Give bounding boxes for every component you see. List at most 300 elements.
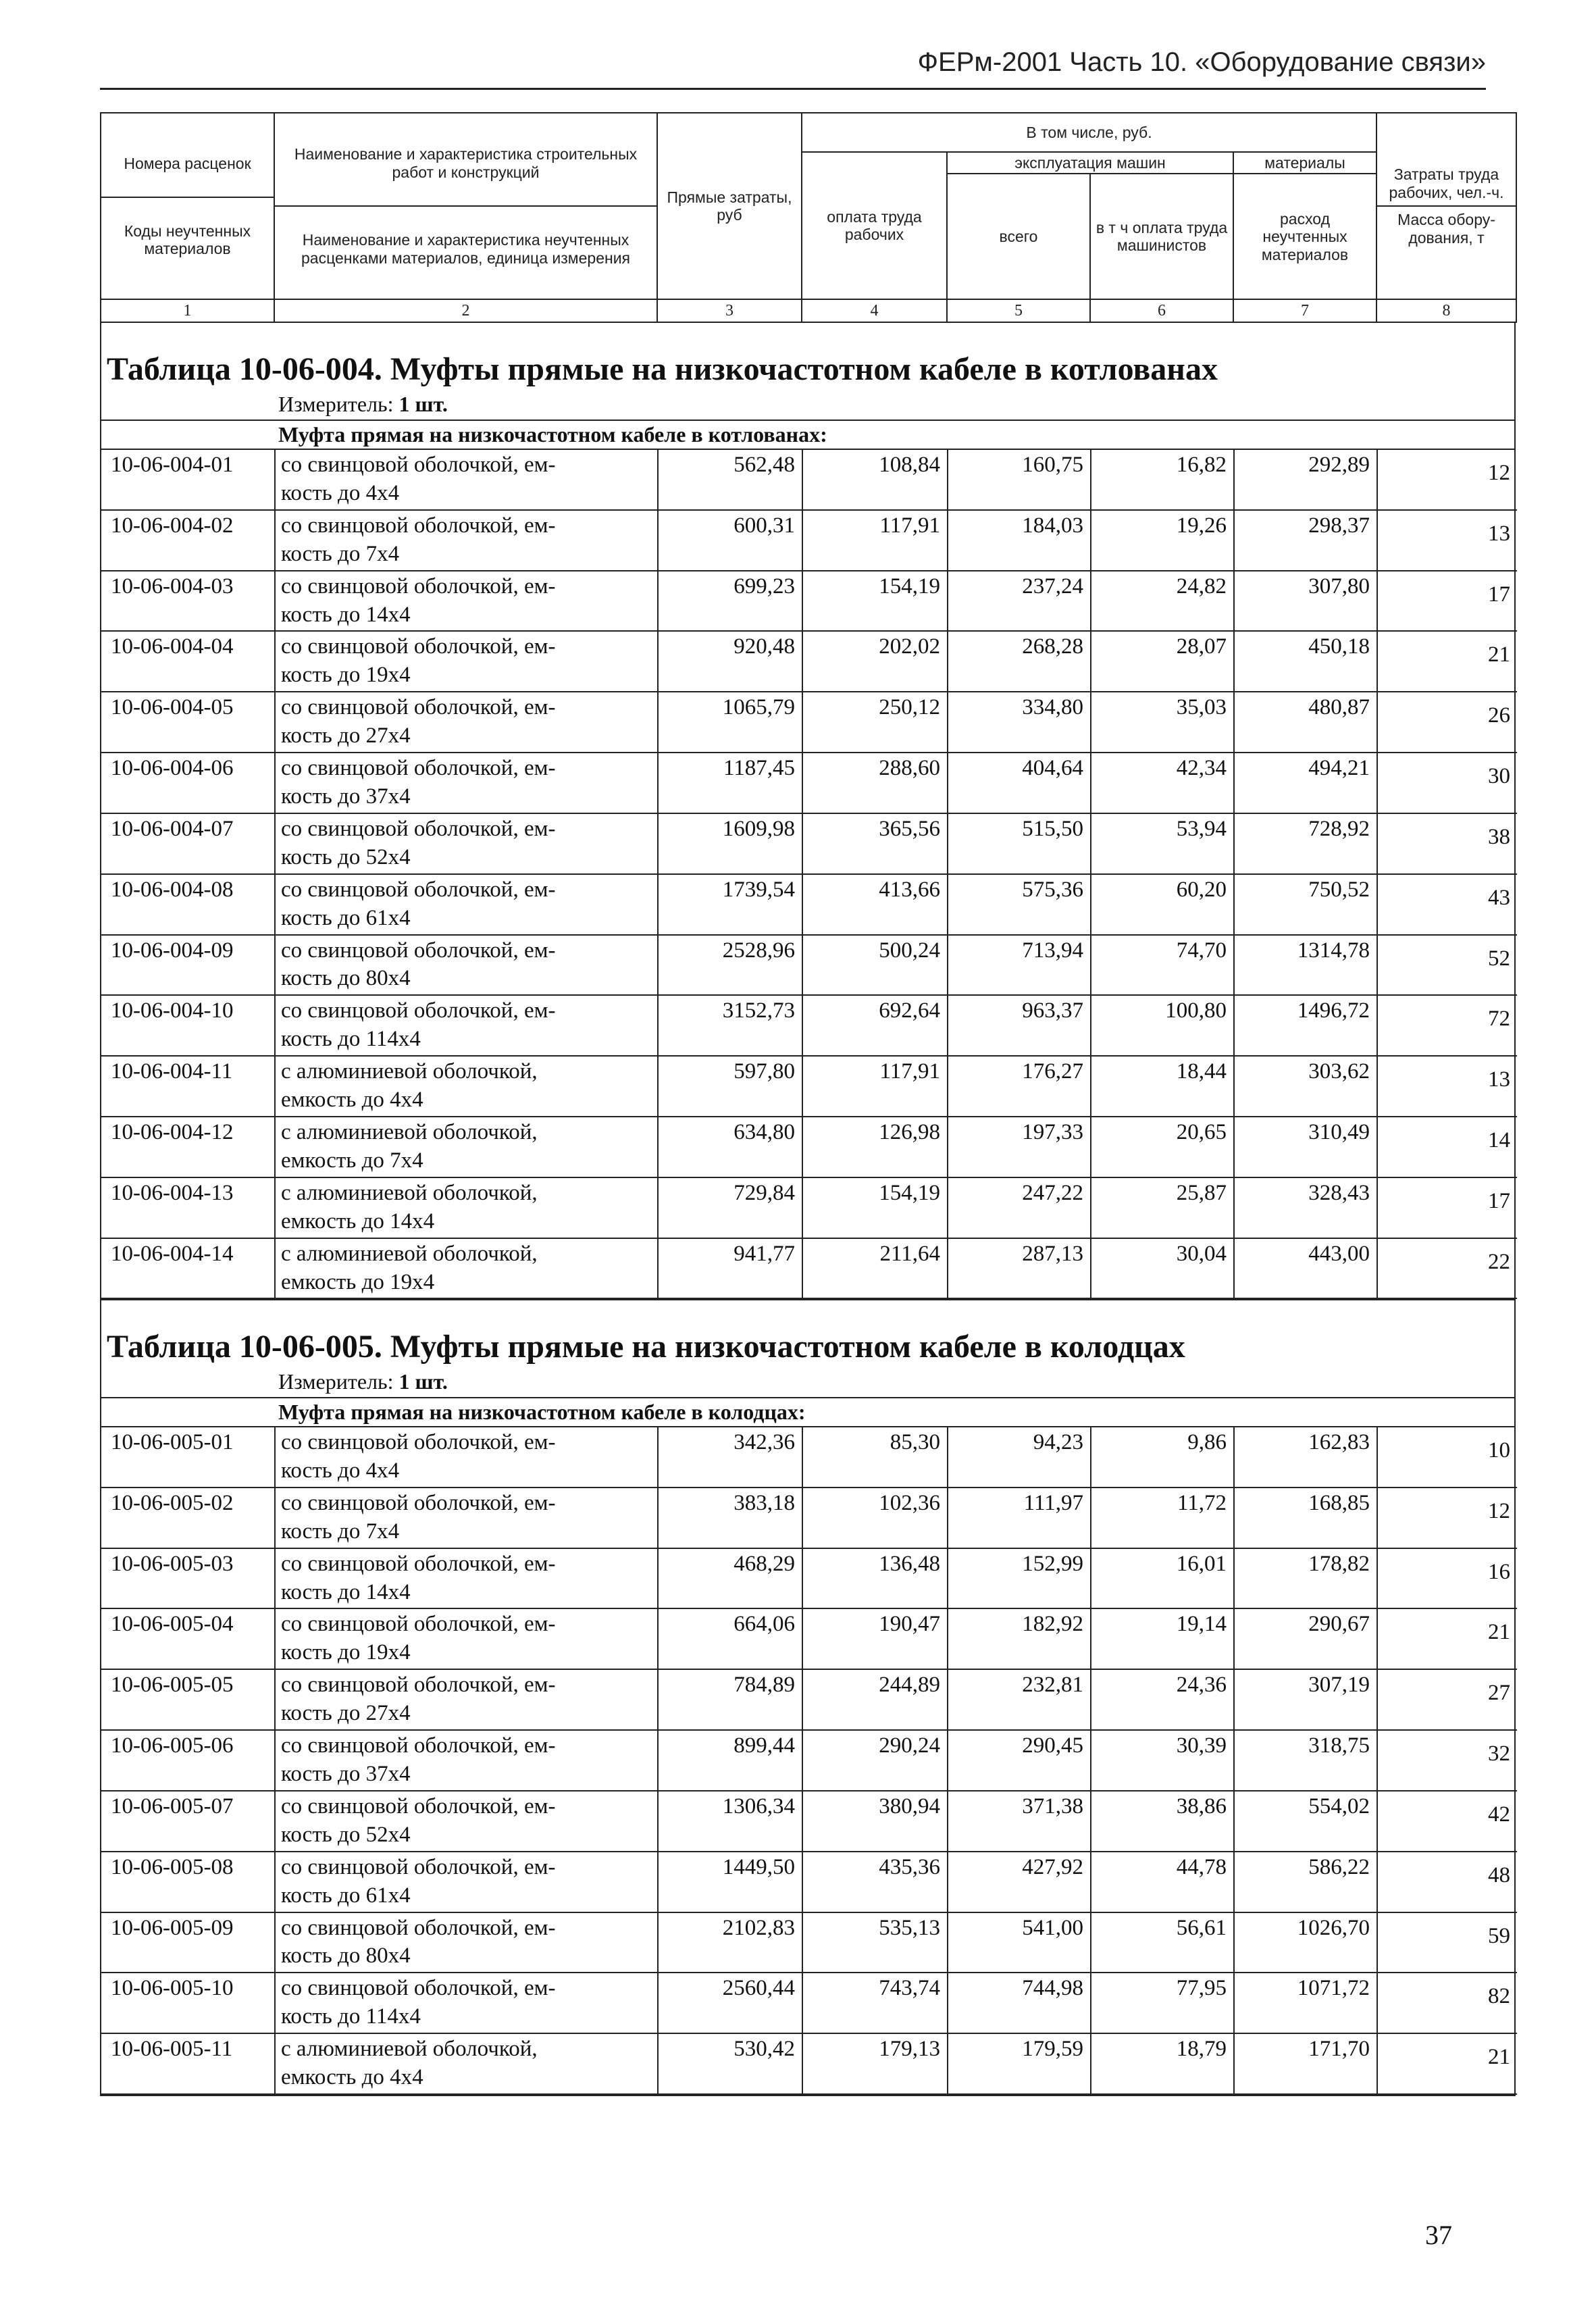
table-row <box>101 1488 1517 1548</box>
running-head: ФЕРм-2001 Часть 10. «Оборудование связи» <box>917 47 1486 77</box>
machines-total-value: 179,59 <box>948 2033 1091 2094</box>
direct-costs-value: 2528,96 <box>658 935 802 996</box>
machines-total-value: 541,00 <box>948 1912 1091 1973</box>
direct-costs-value: 1187,45 <box>658 753 802 813</box>
labor-hours-value: 22 <box>1377 1238 1517 1299</box>
operator-pay-value: 25,87 <box>1091 1177 1234 1238</box>
rate-code: 10-06-005-09 <box>101 1912 275 1973</box>
table-row <box>101 1427 1517 1488</box>
work-description-line: с алюминиевой оболочкой, <box>281 1059 538 1084</box>
work-description <box>275 874 658 935</box>
labor-hours-value: 26 <box>1377 692 1517 753</box>
operator-pay-value: 77,95 <box>1091 1973 1234 2033</box>
operator-pay-value: 9,86 <box>1091 1427 1234 1488</box>
direct-costs-value: 634,80 <box>658 1117 802 1177</box>
worker-pay-value: 692,64 <box>802 995 948 1056</box>
worker-pay-value: 211,64 <box>802 1238 948 1299</box>
table-row <box>101 1177 1517 1238</box>
materials-value: 554,02 <box>1234 1791 1377 1852</box>
labor-hours-value: 21 <box>1377 1608 1517 1669</box>
work-description <box>275 1912 658 1973</box>
work-description-line: кость до 80х4 <box>281 966 411 991</box>
header-machine-operation: эксплуатация машин <box>947 152 1233 174</box>
machines-total-value: 182,92 <box>948 1608 1091 1669</box>
work-description-line: емкость до 4х4 <box>281 2065 423 2090</box>
work-description-line: кость до 114х4 <box>281 1027 421 1052</box>
worker-pay-value: 288,60 <box>802 753 948 813</box>
table-row <box>101 1238 1517 1299</box>
labor-hours-value: 13 <box>1377 1056 1517 1117</box>
operator-pay-value: 24,36 <box>1091 1669 1234 1730</box>
operator-pay-value: 30,39 <box>1091 1730 1234 1791</box>
labor-hours-value: 38 <box>1377 813 1517 874</box>
work-description-line: со свинцовой оболочкой, ем- <box>281 756 556 781</box>
worker-pay-value: 179,13 <box>802 2033 948 2094</box>
rate-code: 10-06-004-12 <box>101 1117 275 1177</box>
work-description <box>275 1488 658 1548</box>
machines-total-value: 404,64 <box>948 753 1091 813</box>
materials-value: 480,87 <box>1234 692 1377 753</box>
operator-pay-value: 18,44 <box>1091 1056 1234 1117</box>
work-description-line: со свинцовой оболочкой, ем- <box>281 1976 556 2001</box>
worker-pay-value: 380,94 <box>802 1791 948 1852</box>
column-number: 3 <box>657 299 802 322</box>
machines-total-value: 232,81 <box>948 1669 1091 1730</box>
direct-costs-value: 729,84 <box>658 1177 802 1238</box>
work-description <box>275 1238 658 1299</box>
operator-pay-value: 44,78 <box>1091 1852 1234 1912</box>
norms-section <box>100 1300 1516 2096</box>
table-row <box>101 692 1517 753</box>
direct-costs-value: 468,29 <box>658 1548 802 1609</box>
direct-costs-value: 2560,44 <box>658 1973 802 2033</box>
work-description-line: со свинцовой оболочкой, ем- <box>281 1733 556 1758</box>
machines-total-value: 247,22 <box>948 1177 1091 1238</box>
machines-total-value: 963,37 <box>948 995 1091 1056</box>
work-description-line: со свинцовой оболочкой, ем- <box>281 1673 556 1698</box>
table-row <box>101 631 1517 692</box>
labor-hours-value: 32 <box>1377 1730 1517 1791</box>
rate-code: 10-06-005-03 <box>101 1548 275 1609</box>
materials-value: 292,89 <box>1234 450 1377 510</box>
header-operator-pay: в т ч оплата труда машинистов <box>1090 174 1233 299</box>
machines-total-value: 427,92 <box>948 1852 1091 1912</box>
header-materials: материалы <box>1233 152 1376 174</box>
header-worker-pay: оплата труда рабочих <box>802 152 947 299</box>
worker-pay-value: 117,91 <box>802 1056 948 1117</box>
column-number: 6 <box>1090 299 1233 322</box>
work-description-line: со свинцовой оболочкой, ем- <box>281 938 556 963</box>
machines-total-value: 575,36 <box>948 874 1091 935</box>
worker-pay-value: 154,19 <box>802 1177 948 1238</box>
work-description-line: кость до 4х4 <box>281 1458 400 1483</box>
operator-pay-value: 28,07 <box>1091 631 1234 692</box>
rate-code: 10-06-005-10 <box>101 1973 275 2033</box>
table-row <box>101 571 1517 632</box>
work-description-line: кость до 14х4 <box>281 1579 411 1604</box>
work-description-line: со свинцовой оболочкой, ем- <box>281 1551 556 1576</box>
work-description <box>275 1852 658 1912</box>
work-description-line: со свинцовой оболочкой, ем- <box>281 1490 556 1515</box>
measure-value: 1 шт. <box>398 392 448 417</box>
materials-value: 728,92 <box>1234 813 1377 874</box>
column-number: 4 <box>802 299 947 322</box>
labor-hours-value: 21 <box>1377 2033 1517 2094</box>
table-row <box>101 1791 1517 1852</box>
rate-code: 10-06-005-08 <box>101 1852 275 1912</box>
table-row <box>101 1852 1517 1912</box>
operator-pay-value: 16,82 <box>1091 450 1234 510</box>
operator-pay-value: 30,04 <box>1091 1238 1234 1299</box>
work-description-line: кость до 19х4 <box>281 663 411 688</box>
direct-costs-value: 3152,73 <box>658 995 802 1056</box>
operator-pay-value: 20,65 <box>1091 1117 1234 1177</box>
work-description-line: со свинцовой оболочкой, ем- <box>281 816 556 841</box>
header-including: В том числе, руб. <box>802 113 1376 152</box>
direct-costs-value: 899,44 <box>658 1730 802 1791</box>
direct-costs-value: 600,31 <box>658 510 802 571</box>
work-description <box>275 631 658 692</box>
materials-value: 1314,78 <box>1234 935 1377 996</box>
work-description-line: кость до 61х4 <box>281 905 411 930</box>
labor-hours-value: 59 <box>1377 1912 1517 1973</box>
work-description-line: кость до 14х4 <box>281 602 411 627</box>
machines-total-value: 713,94 <box>948 935 1091 996</box>
table-row <box>101 1973 1517 2033</box>
table-row <box>101 995 1517 1056</box>
header-name-cell <box>274 113 657 299</box>
labor-hours-value: 12 <box>1377 450 1517 510</box>
work-description-line: со свинцовой оболочкой, ем- <box>281 1612 556 1637</box>
labor-hours-value: 82 <box>1377 1973 1517 2033</box>
operator-pay-value: 38,86 <box>1091 1791 1234 1852</box>
work-description <box>275 1056 658 1117</box>
work-description-line: со свинцовой оболочкой, ем- <box>281 1915 556 1940</box>
work-description-line: со свинцовой оболочкой, ем- <box>281 513 556 538</box>
work-description <box>275 1730 658 1791</box>
rate-code: 10-06-005-11 <box>101 2033 275 2094</box>
labor-hours-value: 16 <box>1377 1548 1517 1609</box>
operator-pay-value: 16,01 <box>1091 1548 1234 1609</box>
work-description-line: со свинцовой оболочкой, ем- <box>281 453 556 478</box>
materials-value: 171,70 <box>1234 2033 1377 2094</box>
table-row <box>101 753 1517 813</box>
rates-table <box>101 1427 1517 2095</box>
work-description-line: емкость до 4х4 <box>281 1088 423 1113</box>
work-description-line: со свинцовой оболочкой, ем- <box>281 1854 556 1879</box>
rate-code: 10-06-004-13 <box>101 1177 275 1238</box>
measure-unit <box>101 1367 1514 1398</box>
labor-hours-value: 27 <box>1377 1669 1517 1730</box>
header-material-name: Наименование и характеристика неучтенных расценками материалов, единица измерения <box>301 231 630 267</box>
work-description-line: кость до 114х4 <box>281 2004 421 2029</box>
work-description <box>275 753 658 813</box>
work-description-line: с алюминиевой оболочкой, <box>281 1241 538 1266</box>
machines-total-value: 197,33 <box>948 1117 1091 1177</box>
direct-costs-value: 342,36 <box>658 1427 802 1488</box>
labor-hours-value: 52 <box>1377 935 1517 996</box>
operator-pay-value: 56,61 <box>1091 1912 1234 1973</box>
work-description-line: емкость до 19х4 <box>281 1269 435 1294</box>
header-machines-total: всего <box>947 174 1090 299</box>
table-row <box>101 1548 1517 1609</box>
machines-total-value: 176,27 <box>948 1056 1091 1117</box>
work-description-line: кость до 37х4 <box>281 784 411 809</box>
norms-section <box>100 323 1516 1300</box>
machines-total-value: 160,75 <box>948 450 1091 510</box>
work-description-line: кость до 27х4 <box>281 1701 411 1726</box>
work-description-line: кость до 27х4 <box>281 723 411 748</box>
operator-pay-value: 53,94 <box>1091 813 1234 874</box>
table-row <box>101 1056 1517 1117</box>
work-description-line: со свинцовой оболочкой, ем- <box>281 1794 556 1819</box>
work-description <box>275 1791 658 1852</box>
materials-value: 750,52 <box>1234 874 1377 935</box>
rate-code: 10-06-005-02 <box>101 1488 275 1548</box>
work-description-line: со свинцовой оболочкой, ем- <box>281 574 556 599</box>
table-row <box>101 813 1517 874</box>
table-row <box>101 1912 1517 1973</box>
worker-pay-value: 190,47 <box>802 1608 948 1669</box>
rate-code: 10-06-004-09 <box>101 935 275 996</box>
column-number: 2 <box>274 299 657 322</box>
page-number: 37 <box>1425 2220 1452 2250</box>
labor-hours-value: 30 <box>1377 753 1517 813</box>
column-number: 7 <box>1233 299 1376 322</box>
rate-code: 10-06-004-14 <box>101 1238 275 1299</box>
work-description <box>275 2033 658 2094</box>
work-description <box>275 1427 658 1488</box>
labor-hours-value: 21 <box>1377 631 1517 692</box>
work-description-line: с алюминиевой оболочкой, <box>281 1119 538 1144</box>
worker-pay-value: 535,13 <box>802 1912 948 1973</box>
work-description-line: с алюминиевой оболочкой, <box>281 1180 538 1205</box>
machines-total-value: 371,38 <box>948 1791 1091 1852</box>
direct-costs-value: 664,06 <box>658 1608 802 1669</box>
labor-hours-value: 43 <box>1377 874 1517 935</box>
operator-pay-value: 74,70 <box>1091 935 1234 996</box>
rates-table <box>101 450 1517 1299</box>
machines-total-value: 515,50 <box>948 813 1091 874</box>
operator-pay-value: 35,03 <box>1091 692 1234 753</box>
work-description-line: кость до 7х4 <box>281 541 400 566</box>
materials-value: 178,82 <box>1234 1548 1377 1609</box>
work-description-line: кость до 7х4 <box>281 1519 400 1544</box>
operator-pay-value: 19,14 <box>1091 1608 1234 1669</box>
rate-code: 10-06-004-11 <box>101 1056 275 1117</box>
labor-hours-value: 12 <box>1377 1488 1517 1548</box>
operator-pay-value: 11,72 <box>1091 1488 1234 1548</box>
materials-value: 1496,72 <box>1234 995 1377 1056</box>
worker-pay-value: 435,36 <box>802 1852 948 1912</box>
worker-pay-value: 500,24 <box>802 935 948 996</box>
materials-value: 328,43 <box>1234 1177 1377 1238</box>
work-description-line: кость до 19х4 <box>281 1640 411 1665</box>
rate-code: 10-06-004-08 <box>101 874 275 935</box>
machines-total-value: 94,23 <box>948 1427 1091 1488</box>
table-row <box>101 2033 1517 2094</box>
direct-costs-value: 530,42 <box>658 2033 802 2094</box>
machines-total-value: 152,99 <box>948 1548 1091 1609</box>
rate-code: 10-06-004-02 <box>101 510 275 571</box>
header-material-codes: Коды неучтенных материалов <box>124 222 251 258</box>
materials-value: 494,21 <box>1234 753 1377 813</box>
rate-code: 10-06-004-01 <box>101 450 275 510</box>
materials-value: 307,80 <box>1234 571 1377 632</box>
work-description-line: кость до 61х4 <box>281 1883 411 1908</box>
work-description <box>275 571 658 632</box>
materials-value: 586,22 <box>1234 1852 1377 1912</box>
table-row <box>101 874 1517 935</box>
materials-value: 290,67 <box>1234 1608 1377 1669</box>
materials-value: 1071,72 <box>1234 1973 1377 2033</box>
work-description-line: со свинцовой оболочкой, ем- <box>281 1430 556 1454</box>
rate-code: 10-06-004-04 <box>101 631 275 692</box>
measure-unit <box>101 389 1514 421</box>
table-row <box>101 1117 1517 1177</box>
worker-pay-value: 743,74 <box>802 1973 948 2033</box>
materials-value: 450,18 <box>1234 631 1377 692</box>
rate-code: 10-06-004-07 <box>101 813 275 874</box>
work-description-line: кость до 52х4 <box>281 844 411 869</box>
column-number: 5 <box>947 299 1090 322</box>
direct-costs-value: 1449,50 <box>658 1852 802 1912</box>
work-description-line: со свинцовой оболочкой, ем- <box>281 634 556 659</box>
work-description-line: кость до 52х4 <box>281 1822 411 1847</box>
worker-pay-value: 117,91 <box>802 510 948 571</box>
header-rule <box>100 88 1486 90</box>
table-row <box>101 450 1517 510</box>
work-description <box>275 935 658 996</box>
header-rate-numbers: Номера расценок <box>124 154 251 172</box>
worker-pay-value: 413,66 <box>802 874 948 935</box>
work-description-line: кость до 80х4 <box>281 1943 411 1968</box>
worker-pay-value: 126,98 <box>802 1117 948 1177</box>
labor-hours-value: 42 <box>1377 1791 1517 1852</box>
machines-total-value: 111,97 <box>948 1488 1091 1548</box>
measure-label: Измеритель: <box>278 1369 394 1394</box>
direct-costs-value: 941,77 <box>658 1238 802 1299</box>
worker-pay-value: 365,56 <box>802 813 948 874</box>
materials-value: 298,37 <box>1234 510 1377 571</box>
labor-hours-value: 72 <box>1377 995 1517 1056</box>
header-labor-hours: Затраты труда рабочих, чел.-ч. <box>1389 166 1504 201</box>
header-code-cell <box>101 113 274 299</box>
materials-value: 1026,70 <box>1234 1912 1377 1973</box>
work-description-line: со свинцовой оболочкой, ем- <box>281 877 556 902</box>
work-description <box>275 1117 658 1177</box>
worker-pay-value: 244,89 <box>802 1669 948 1730</box>
section-title: Таблица 10-06-005. Муфты прямые на низкочастотном кабеле в колодцах <box>107 1329 1185 1365</box>
labor-hours-value: 10 <box>1377 1427 1517 1488</box>
work-description <box>275 995 658 1056</box>
work-description-line: с алюминиевой оболочкой, <box>281 2037 538 2062</box>
work-description-line: со свинцовой оболочкой, ем- <box>281 695 556 720</box>
materials-value: 162,83 <box>1234 1427 1377 1488</box>
labor-hours-value: 14 <box>1377 1117 1517 1177</box>
rate-code: 10-06-005-07 <box>101 1791 275 1852</box>
column-number: 8 <box>1376 299 1516 322</box>
operator-pay-value: 60,20 <box>1091 874 1234 935</box>
worker-pay-value: 102,36 <box>802 1488 948 1548</box>
work-description <box>275 1548 658 1609</box>
work-description-line: емкость до 14х4 <box>281 1209 435 1234</box>
rate-code: 10-06-004-05 <box>101 692 275 753</box>
work-description <box>275 1608 658 1669</box>
header-direct-costs: Прямые затраты, руб <box>657 113 802 299</box>
rate-code: 10-06-005-06 <box>101 1730 275 1791</box>
direct-costs-value: 699,23 <box>658 571 802 632</box>
measure-label: Измеритель: <box>278 392 394 417</box>
operator-pay-value: 42,34 <box>1091 753 1234 813</box>
work-description <box>275 813 658 874</box>
direct-costs-value: 2102,83 <box>658 1912 802 1973</box>
machines-total-value: 287,13 <box>948 1238 1091 1299</box>
worker-pay-value: 108,84 <box>802 450 948 510</box>
header-equipment-mass: Масса обору-дования, т <box>1397 211 1495 247</box>
header-labor-mass-cell <box>1376 113 1516 299</box>
work-description-line: со свинцовой оболочкой, ем- <box>281 998 556 1023</box>
worker-pay-value: 136,48 <box>802 1548 948 1609</box>
rate-code: 10-06-004-10 <box>101 995 275 1056</box>
machines-total-value: 334,80 <box>948 692 1091 753</box>
materials-value: 443,00 <box>1234 1238 1377 1299</box>
section-title: Таблица 10-06-004. Муфты прямые на низкочастотном кабеле в котлованах <box>107 351 1218 388</box>
direct-costs-value: 1306,34 <box>658 1791 802 1852</box>
machines-total-value: 290,45 <box>948 1730 1091 1791</box>
work-description <box>275 450 658 510</box>
machines-total-value: 184,03 <box>948 510 1091 571</box>
materials-value: 310,49 <box>1234 1117 1377 1177</box>
worker-pay-value: 85,30 <box>802 1427 948 1488</box>
column-number: 1 <box>101 299 274 322</box>
labor-hours-value: 17 <box>1377 1177 1517 1238</box>
direct-costs-value: 1065,79 <box>658 692 802 753</box>
rate-code: 10-06-005-04 <box>101 1608 275 1669</box>
direct-costs-value: 383,18 <box>658 1488 802 1548</box>
machines-total-value: 744,98 <box>948 1973 1091 2033</box>
table-row <box>101 935 1517 996</box>
header-material-consumption: расход неучтенных материалов <box>1233 174 1376 299</box>
rate-code: 10-06-004-03 <box>101 571 275 632</box>
work-description <box>275 1669 658 1730</box>
worker-pay-value: 290,24 <box>802 1730 948 1791</box>
group-title: Муфта прямая на низкочастотном кабеле в котлованах: <box>101 421 1514 450</box>
materials-value: 307,19 <box>1234 1669 1377 1730</box>
column-header-table <box>100 112 1517 323</box>
rate-code: 10-06-004-06 <box>101 753 275 813</box>
materials-value: 168,85 <box>1234 1488 1377 1548</box>
machines-total-value: 268,28 <box>948 631 1091 692</box>
norms-table-frame <box>100 112 1516 2096</box>
worker-pay-value: 250,12 <box>802 692 948 753</box>
worker-pay-value: 154,19 <box>802 571 948 632</box>
rate-code: 10-06-005-05 <box>101 1669 275 1730</box>
direct-costs-value: 597,80 <box>658 1056 802 1117</box>
work-description <box>275 1177 658 1238</box>
direct-costs-value: 1609,98 <box>658 813 802 874</box>
labor-hours-value: 17 <box>1377 571 1517 632</box>
work-description <box>275 510 658 571</box>
direct-costs-value: 920,48 <box>658 631 802 692</box>
labor-hours-value: 48 <box>1377 1852 1517 1912</box>
table-row <box>101 1669 1517 1730</box>
table-row <box>101 510 1517 571</box>
header-work-name: Наименование и характеристика строительных работ и конструкций <box>294 145 638 181</box>
table-row <box>101 1730 1517 1791</box>
work-description <box>275 1973 658 2033</box>
table-row <box>101 1608 1517 1669</box>
